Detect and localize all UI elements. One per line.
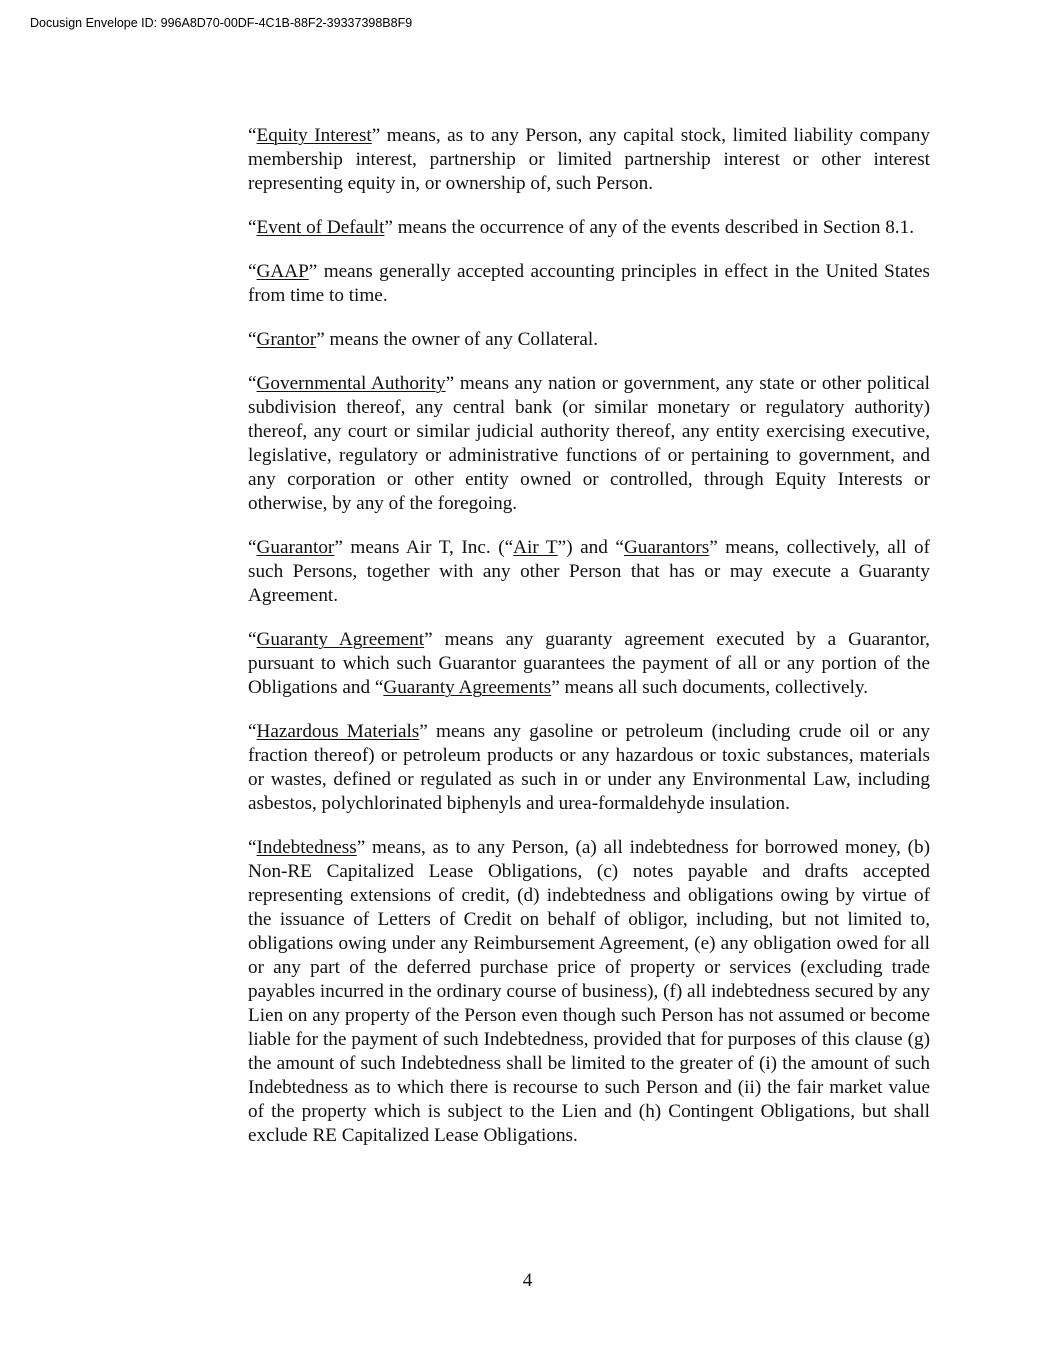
definition-governmental-authority (248, 372, 930, 516)
open-quote: “ (248, 261, 257, 282)
defined-term-guaranty-agreement: Guaranty Agreement (256, 629, 425, 650)
defined-term-grantor: Grantor (256, 329, 317, 350)
definition-text: ” means the owner of any Collateral. (316, 329, 599, 350)
defined-term-indebtedness: Indebtedness (256, 837, 357, 858)
defined-term-air-t: Air T (513, 537, 558, 558)
definition-text: ” means, as to any Person, (a) all indebtedness for borrowed money, (b) Non-RE Capitalized Lease Obligations, (c) notes payable and drafts accepted representing extensions of credit, (d) indebtedness and obligations owing by virtue of the issuance of Letters of Credit on behalf of obligor, including, but not limited to, obligations owing under any Reimbursement Agreement, (e) any obligation owed for all or any part of the deferred purchase price of property or services (excluding trade payables incurred in the ordinary course of business), (f) all indebtedness secured by any Lien on any property of the Person even though such Person has not assumed or become liable for the payment of such Indebtedness, provided that for purposes of this clause (g) the amount of such Indebtedness shall be limited to the greater of (i) the amount of such Indebtedness as to which there is recourse to such Person and (ii) the fair market value of the property which is subject to the Lien and (h) Contingent Obligations, but shall exclude RE Capitalized Lease Obligations. (248, 837, 930, 1146)
open-quote: “ (248, 721, 257, 742)
definition-text: ” means, collectively, all of such Persons, together with any other Person that has or may execute a Guaranty Agreement. (248, 537, 930, 606)
definition-text: ” means any gasoline or petroleum (including crude oil or any fraction thereof) or petroleum products or any hazardous or toxic substances, materials or wastes, defined or regulated as such in or under any Environmental Law, including asbestos, polychlorinated biphenyls and urea-formaldehyde insulation. (248, 721, 930, 814)
defined-term-guarantor: Guarantor (256, 537, 335, 558)
open-quote: “ (248, 373, 257, 394)
open-quote: “ (248, 837, 257, 858)
definition-text: ” means the occurrence of any of the events described in Section 8.1. (384, 217, 914, 238)
definition-text: ” means, as to any Person, any capital stock, limited liability company membership interest, partnership or limited partnership interest or other interest representing equity in, or ownership of, such Person. (248, 125, 930, 194)
definition-equity-interest (248, 124, 930, 196)
page-number: 4 (522, 1270, 533, 1291)
defined-term-hazardous-materials: Hazardous Materials (256, 721, 420, 742)
open-quote: “ (248, 629, 257, 650)
definition-hazardous-materials (248, 720, 930, 816)
envelope-id-header: Docusign Envelope ID: 996A8D70-00DF-4C1B-88F2-39337398B8F9 (30, 16, 413, 30)
defined-term-event-of-default: Event of Default (256, 217, 385, 238)
defined-term-equity-interest: Equity Interest (256, 125, 372, 146)
definition-text: ” means any nation or government, any state or other political subdivision thereof, any central bank (or similar monetary or regulatory authority) thereof, any court or similar judicial authority thereof, any entity exercising executive, legislative, regulatory or administrative functions of or pertaining to government, and any corporation or other entity owned or controlled, through Equity Interests or otherwise, by any of the foregoing. (248, 373, 930, 514)
definitions-body (248, 124, 930, 1168)
definition-grantor (248, 328, 930, 352)
definition-gaap (248, 260, 930, 308)
definition-text: ” means any guaranty agreement executed by a Guarantor, pursuant to which such Guarantor guarantees the payment of all or any portion of the Obligations and “ (248, 629, 930, 698)
definition-text: ” means Air T, Inc. (“ (334, 537, 514, 558)
defined-term-governmental-authority: Governmental Authority (256, 373, 446, 394)
definition-guarantor (248, 536, 930, 608)
definition-event-of-default (248, 216, 930, 240)
open-quote: “ (248, 329, 257, 350)
defined-term-guaranty-agreements: Guaranty Agreements (383, 677, 552, 698)
defined-term-gaap: GAAP (256, 261, 309, 282)
definition-text: ” means all such documents, collectively. (551, 677, 869, 698)
open-quote: “ (248, 217, 257, 238)
definition-text: ” means generally accepted accounting principles in effect in the United States from time to time. (248, 261, 930, 306)
definition-indebtedness (248, 836, 930, 1148)
definition-text: ”) and “ (557, 537, 624, 558)
definition-guaranty-agreement (248, 628, 930, 700)
open-quote: “ (248, 537, 257, 558)
open-quote: “ (248, 125, 257, 146)
defined-term-guarantors: Guarantors (623, 537, 710, 558)
